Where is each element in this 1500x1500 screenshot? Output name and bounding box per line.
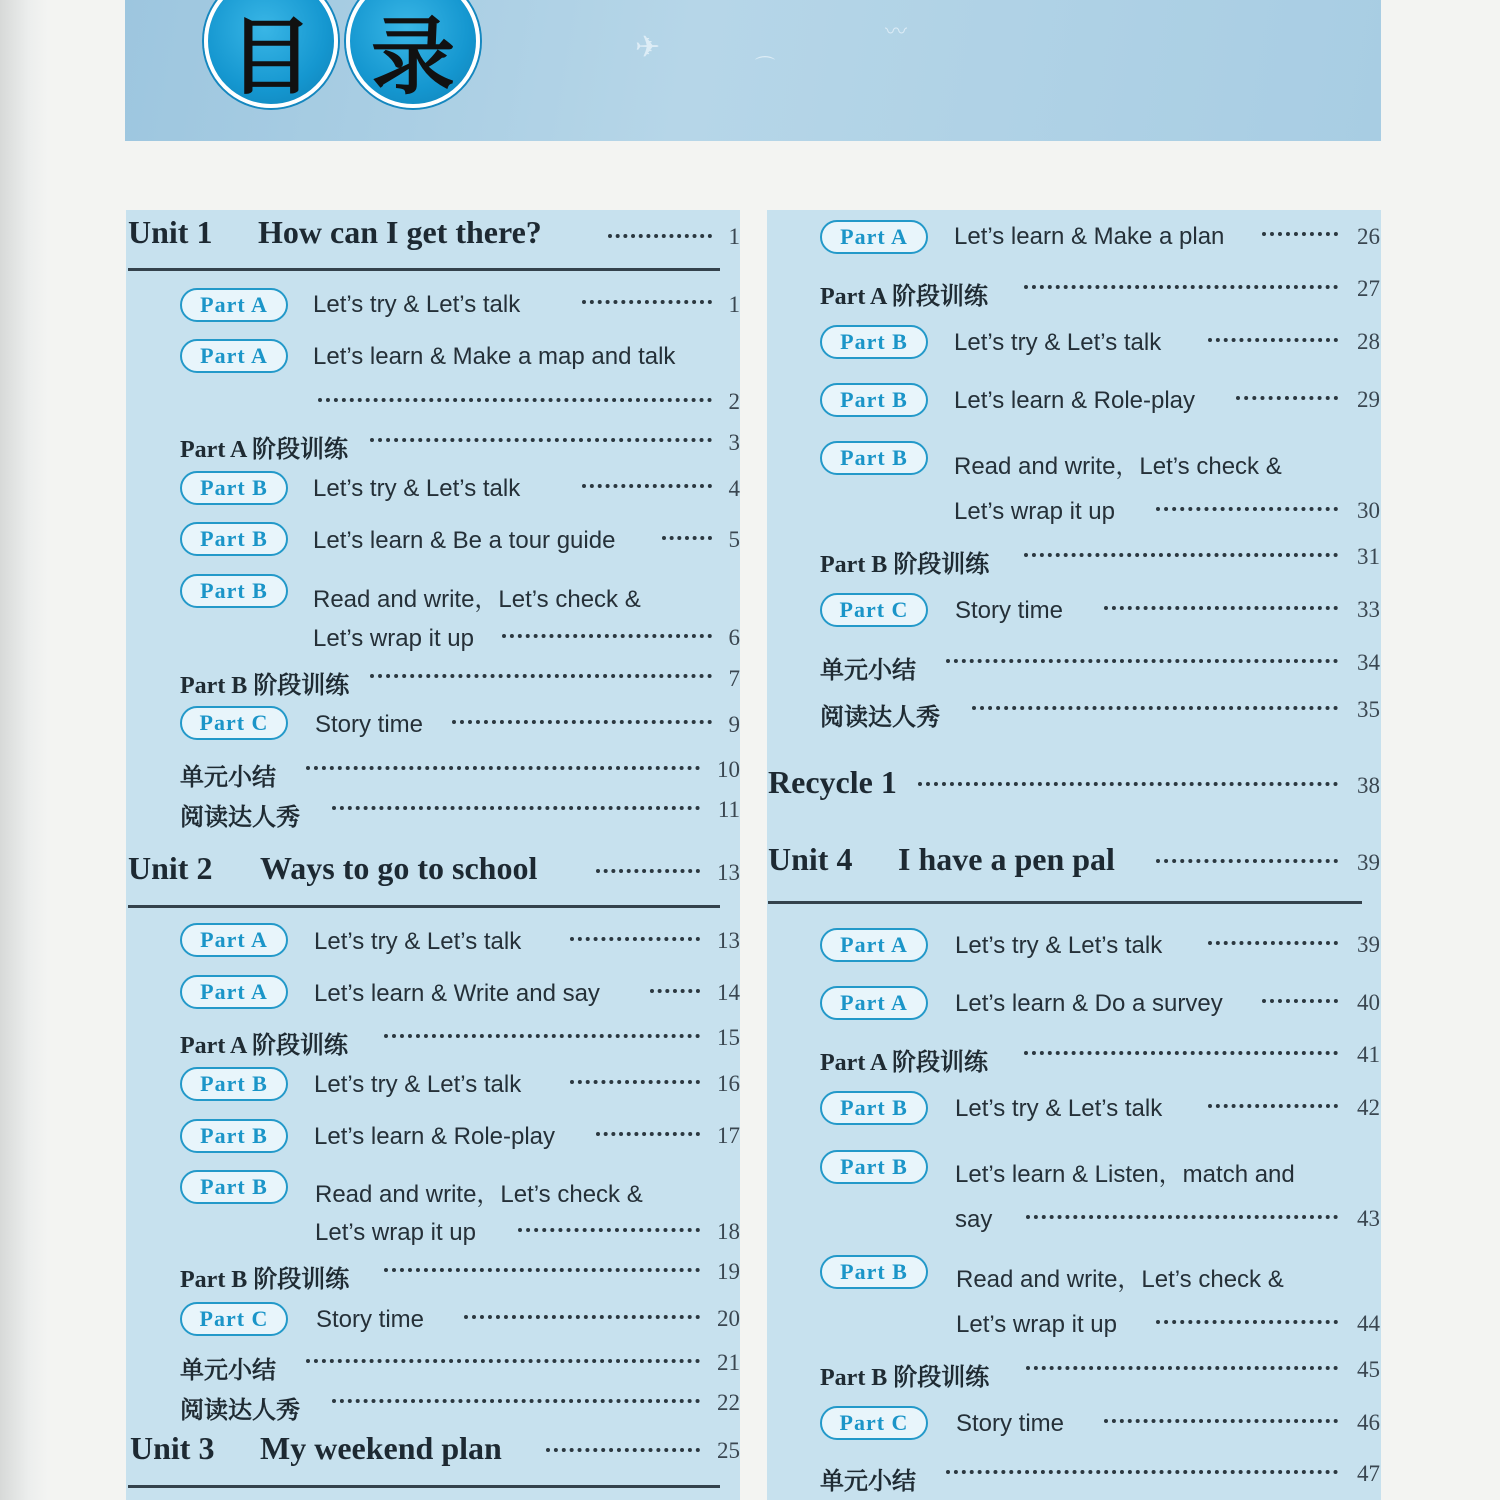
part-badge: Part A [820,928,928,962]
page-number: 14 [717,980,740,1005]
leader-dots [570,1078,700,1084]
toc-entry-title[interactable]: Story time [955,597,1064,624]
page-number: 6 [728,625,740,650]
toc-entry-title-cont[interactable]: say [955,1206,993,1233]
page-number: 11 [717,797,740,822]
part-badge: Part B [180,1067,288,1101]
bird-icon: 〰 [885,19,908,44]
leader-dots [370,436,712,442]
page-number: 2 [728,389,740,414]
page-number: 5 [728,527,740,552]
part-badge: Part B [180,574,288,608]
page-number: 17 [717,1123,740,1148]
page-number: 3 [728,430,740,455]
unit-divider [768,901,1362,904]
page-number: 7 [728,666,740,691]
toc-entry-title[interactable]: Let’s try & Let’s talk [313,291,521,318]
part-badge: Part C [180,706,288,740]
toc-entry-title[interactable]: Let’s try & Let’s talk [314,928,522,955]
leader-dots [1208,336,1338,342]
toc-entry-title[interactable]: Story time [316,1306,425,1333]
part-badge: Part A [180,975,288,1009]
toc-entry-title[interactable]: Let’s learn & Listen，match and [955,1161,1295,1188]
toc-entry-title[interactable]: 阅读达人秀 [820,705,940,731]
leader-dots [582,482,712,488]
toc-entry-title[interactable]: Let’s try & Let’s talk [955,1095,1163,1122]
leader-dots [518,1226,700,1232]
unit-label: Unit 3 [130,1430,215,1466]
leader-dots [306,764,700,770]
page-number: 35 [1357,697,1380,722]
leader-dots [1156,505,1338,511]
toc-entry-title[interactable]: Let’s learn & Do a survey [955,990,1223,1017]
recycle-label[interactable]: Recycle 1 [768,764,897,800]
leader-dots [918,780,1338,786]
leader-dots [1208,1102,1338,1108]
page-number: 40 [1357,990,1380,1015]
page-number: 30 [1357,498,1380,523]
part-badge: Part B [180,522,288,556]
toc-entry-title[interactable]: Let’s learn & Role-play [954,387,1196,414]
leader-dots [596,867,700,873]
part-badge: Part A [180,288,288,322]
toc-entry-title[interactable]: Part A 阶段训练 [820,1050,988,1076]
toc-entry-title[interactable]: Let’s try & Let’s talk [313,475,521,502]
toc-entry-title[interactable]: Story time [315,711,424,738]
leader-dots [1156,1318,1338,1324]
toc-entry-title[interactable]: Let’s try & Let’s talk [955,932,1163,959]
unit-label: Unit 2 [128,850,213,886]
leader-dots [1262,230,1338,236]
unit-title[interactable]: I have a pen pal [898,841,1115,877]
toc-entry-title[interactable]: Part B 阶段训练 [180,673,350,699]
leader-dots [946,1468,1338,1474]
leader-dots [650,987,700,993]
toc-entry-title[interactable]: Let’s learn & Role-play [314,1123,556,1150]
toc-entry-title[interactable]: 单元小结 [820,658,916,684]
page-number: 47 [1357,1461,1380,1486]
page-binding-edge [0,0,48,1500]
toc-entry-title-cont[interactable]: Let’s wrap it up [956,1311,1117,1338]
unit-title[interactable]: My weekend plan [260,1430,502,1466]
part-badge: Part C [820,1406,928,1440]
toc-entry-title[interactable]: Let’s learn & Write and say [314,980,600,1007]
toc-entry-title[interactable]: 阅读达人秀 [180,1398,300,1424]
leader-dots [946,657,1338,663]
page-number: 16 [717,1071,740,1096]
part-badge: Part B [820,383,928,417]
unit-title[interactable]: Ways to go to school [260,850,538,886]
page-number: 18 [717,1219,740,1244]
page-number: 26 [1357,224,1380,249]
page-number: 25 [717,1438,740,1463]
toc-entry-title[interactable]: Part A 阶段训练 [180,1033,348,1059]
leader-dots [596,1130,700,1136]
toc-entry-title[interactable]: Part B 阶段训练 [820,552,990,578]
page-number: 28 [1357,329,1380,354]
page-number: 22 [717,1390,740,1415]
page-number: 29 [1357,387,1380,412]
toc-entry-title[interactable]: Read and write，Let’s check & [315,1181,643,1208]
leader-dots [1208,939,1338,945]
toc-entry-title[interactable]: Story time [956,1410,1065,1437]
leader-dots [608,232,712,238]
leader-dots [1156,857,1338,863]
page-number: 9 [728,712,740,737]
page-number: 42 [1357,1095,1380,1120]
leader-dots [1026,1213,1338,1219]
page-number: 21 [717,1350,740,1375]
page-number: 34 [1357,650,1380,675]
toc-entry-title[interactable]: 单元小结 [180,765,276,791]
toc-entry-title[interactable]: Read and write，Let’s check & [956,1266,1284,1293]
leader-dots [972,704,1338,710]
page-number: 19 [717,1259,740,1284]
unit-divider [128,268,720,271]
leader-dots [464,1313,700,1319]
part-badge: Part C [820,593,928,627]
unit-divider [128,1485,720,1488]
page-number: 39 [1357,932,1380,957]
leader-dots [1024,1049,1338,1055]
page-number: 33 [1357,597,1380,622]
leader-dots [384,1266,700,1272]
leader-dots [570,935,700,941]
leader-dots [1104,1417,1338,1423]
part-badge: Part C [180,1302,288,1336]
part-badge: Part B [820,1150,928,1184]
leader-dots [1026,1364,1338,1370]
toc-entry-title[interactable]: Part A 阶段训练 [820,284,988,310]
page-number: 31 [1357,544,1380,569]
leader-dots [1236,394,1338,400]
leader-dots [1262,997,1338,1003]
toc-entry-title[interactable]: Let’s learn & Make a plan [954,223,1225,250]
part-badge: Part B [180,471,288,505]
toc-entry-title-cont[interactable]: Let’s wrap it up [315,1219,476,1246]
part-badge: Part B [180,1170,288,1204]
page-number: 38 [1357,773,1380,798]
part-badge: Part B [820,325,928,359]
part-badge: Part A [180,339,288,373]
leader-dots [1104,604,1338,610]
unit-label: Unit 1 [128,214,213,250]
leader-dots [1024,551,1338,557]
toc-entry-title[interactable]: Part B 阶段训练 [820,1365,990,1391]
part-badge: Part A [820,220,928,254]
part-badge: Part B [820,1091,928,1125]
page-number: 1 [728,224,740,249]
toc-entry-title[interactable]: Read and write，Let’s check & [313,586,641,613]
toc-entry-title[interactable]: Let’s try & Let’s talk [314,1071,522,1098]
leader-dots [582,298,712,304]
page-number: 15 [717,1025,740,1050]
toc-entry-title[interactable]: 单元小结 [180,1358,276,1384]
part-badge: Part A [180,923,288,957]
toc-entry-title[interactable]: Part B 阶段训练 [180,1267,350,1293]
part-badge: Part B [820,1255,928,1289]
page-number: 13 [717,860,740,885]
leader-dots [384,1032,700,1038]
page-number: 39 [1357,850,1380,875]
toc-entry-title[interactable]: Let’s learn & Be a tour guide [313,527,616,554]
page-number: 43 [1357,1206,1380,1231]
toc-entry-title[interactable]: 单元小结 [820,1469,916,1495]
toc-entry-title[interactable]: 阅读达人秀 [180,805,300,831]
page-number: 27 [1357,276,1380,301]
page-number: 13 [717,928,740,953]
unit-label: Unit 4 [768,841,853,877]
page-number: 45 [1357,1357,1380,1382]
leader-dots [370,672,712,678]
page-number: 41 [1357,1042,1380,1067]
part-badge: Part B [820,441,928,475]
page-number: 46 [1357,1410,1380,1435]
bird-icon: ✈ [635,31,661,64]
toc-entry-title-cont[interactable]: Let’s wrap it up [954,498,1115,525]
page-number: 4 [728,476,740,501]
toc-entry-title[interactable]: Read and write，Let’s check & [954,453,1282,480]
unit-divider [128,905,720,908]
leader-dots [318,396,712,402]
page-number: 10 [717,757,740,782]
leader-dots [332,804,700,810]
leader-dots [332,1397,700,1403]
leader-dots [1024,283,1338,289]
leader-dots [546,1446,700,1452]
leader-dots [452,718,712,724]
part-badge: Part B [180,1119,288,1153]
part-badge: Part A [820,986,928,1020]
toc-entry-title[interactable]: Let’s try & Let’s talk [954,329,1162,356]
page-number: 20 [717,1306,740,1331]
leader-dots [502,632,712,638]
page-number: 44 [1357,1311,1380,1336]
toc-entry-title[interactable]: Let’s learn & Make a map and talk [313,343,676,370]
title-char: 目 [228,7,313,106]
toc-entry-title[interactable]: Part A 阶段训练 [180,437,348,463]
bird-icon: ⌒ [755,56,775,78]
leader-dots [306,1357,700,1363]
title-char: 录 [370,7,455,106]
page-number: 1 [728,292,740,317]
toc-entry-title-cont[interactable]: Let’s wrap it up [313,625,474,652]
unit-title[interactable]: How can I get there? [258,214,542,250]
